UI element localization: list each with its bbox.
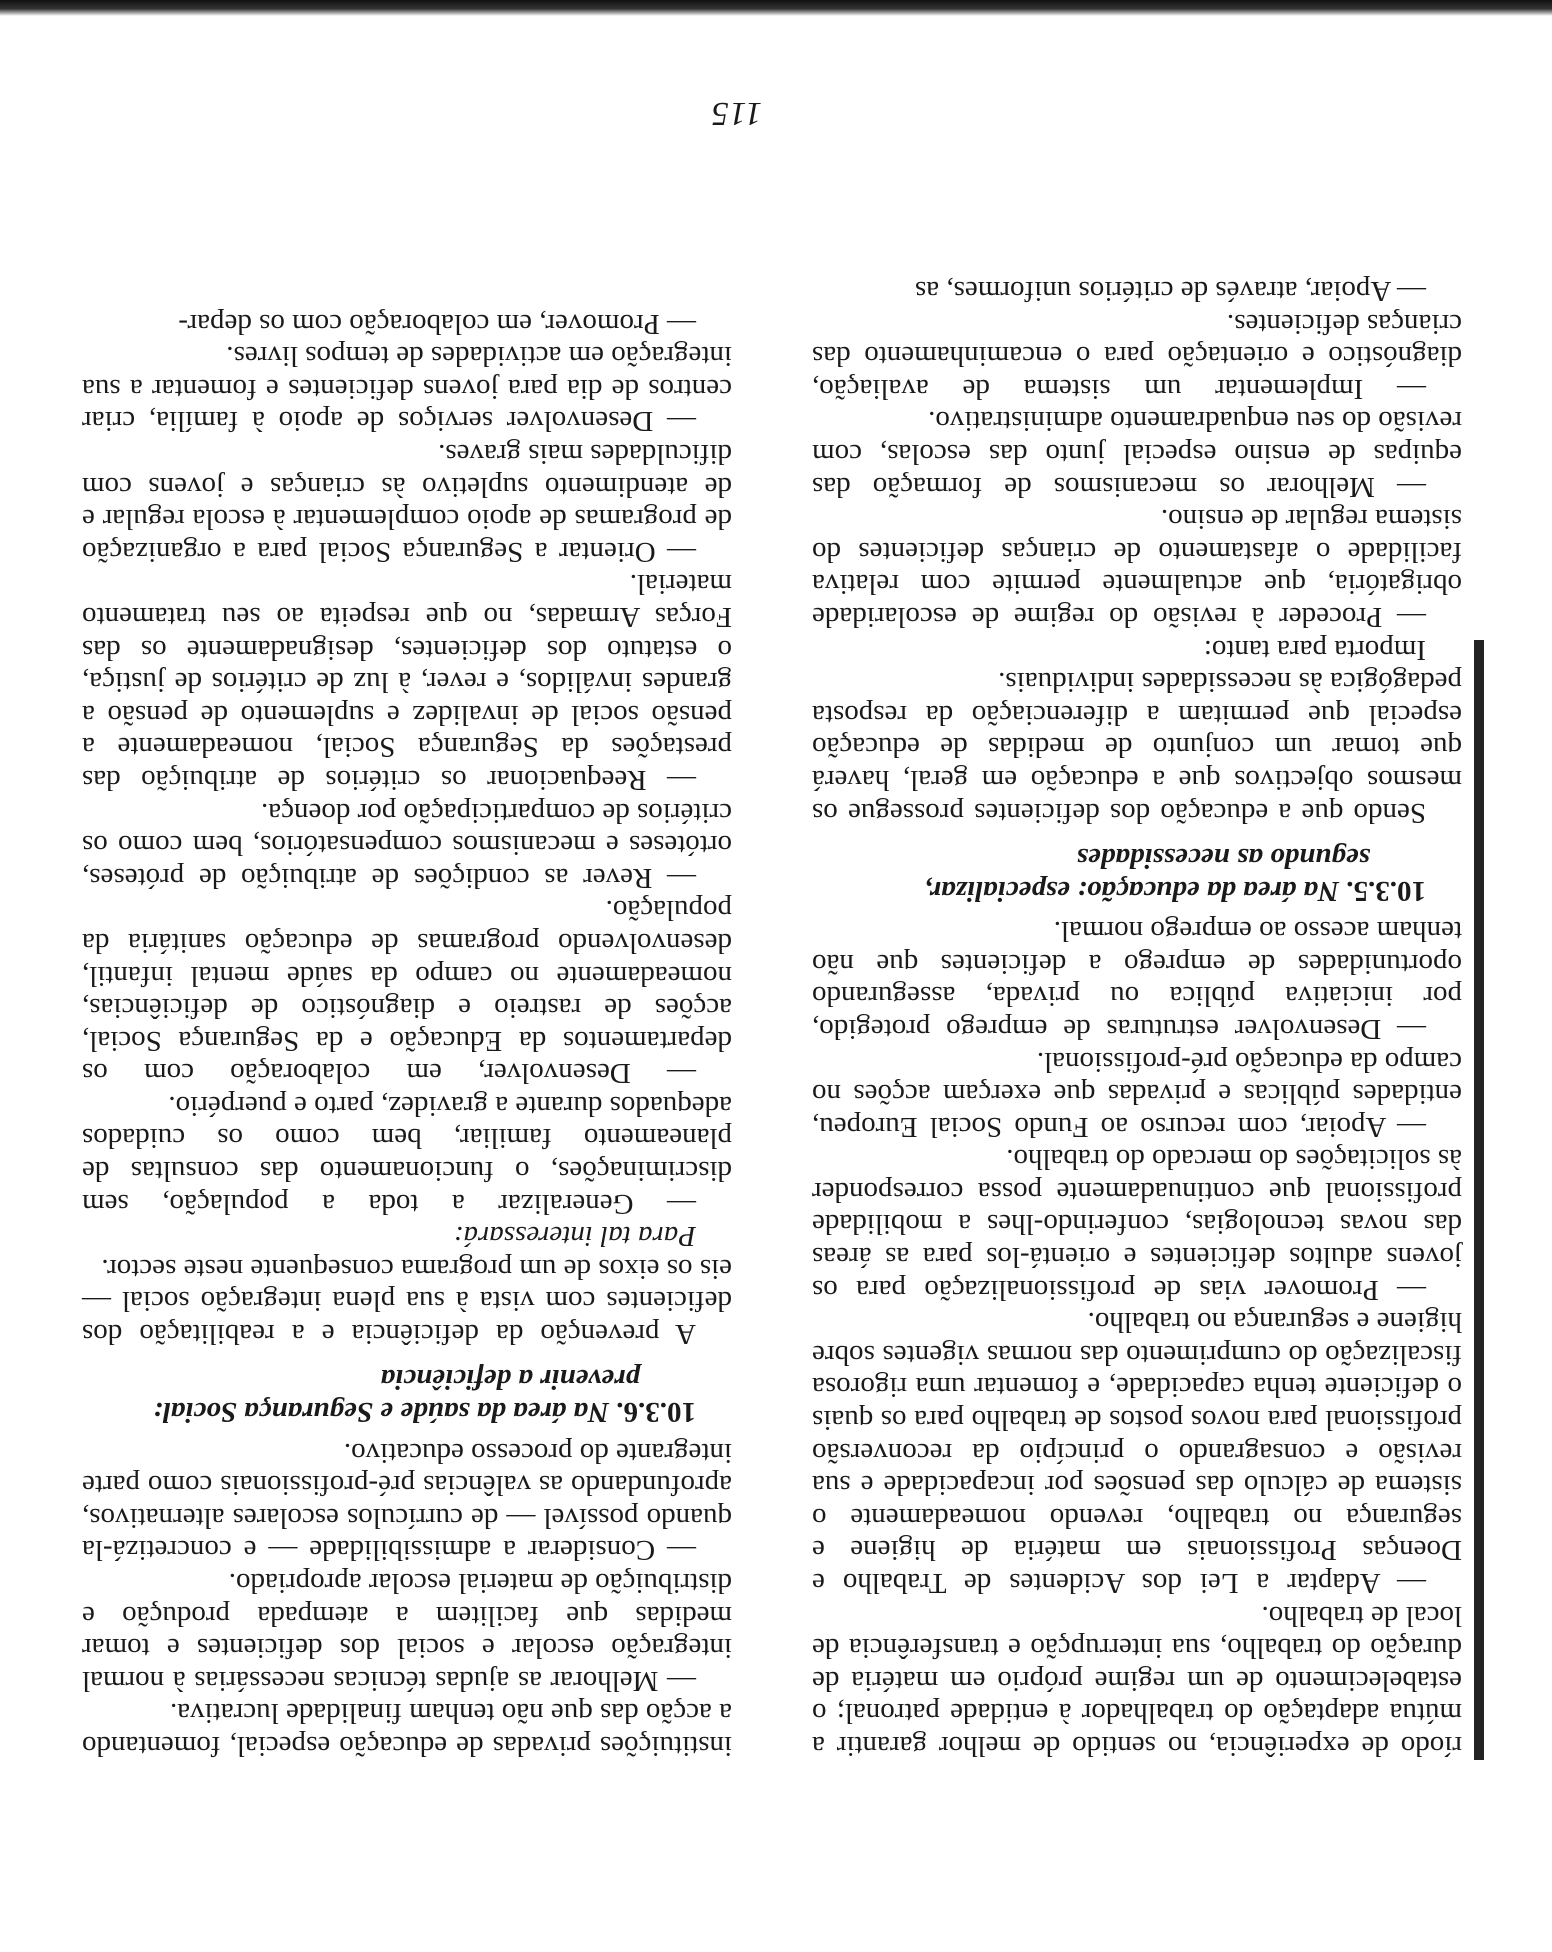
section-heading-10-3-5 <box>812 841 1462 907</box>
paragraph: instituições privadas de educação especial, fomentando a acção das que não tenham finalidade lucrativa. <box>82 1697 732 1762</box>
paragraph: — Orientar a Segurança Social para a organização de programas de apoio complementar à escola regular e de atendimento supletivo às crianças e jovens com dificuldades mais graves. <box>82 438 732 568</box>
paragraph: — Rever as condições de atribuição de próteses, ortóteses e mecanismos compensatórios, bem como os critérios de comparticipação por doença. <box>82 796 732 894</box>
section-subtitle: prevenir a deficiência <box>380 1363 640 1396</box>
paragraph: — Implementar um sistema de avaliação, diagnóstico e orientação para o encaminhamento das crianças deficientes. <box>812 307 1462 405</box>
left-column <box>812 274 1462 1762</box>
paragraph: — Adaptar a Lei dos Acidentes de Trabalho e Doenças Profissionais em matéria de higiene e segurança no trabalho, revendo nomeadamente o sistema de cálculo das pensões por incapacidade e sua revisão e consagrando o princípio da reconversão profissional para novos postos de trabalho para os quais o deficiente tenha capacidade, e fomentar uma rigorosa fiscalização do cumprimento das normas vigentes sobre higiene e segurança no trabalho. <box>812 1306 1462 1600</box>
paragraph: — Melhorar as ajudas técnicas necessárias à normal integração escolar e social dos deficientes e tomar medidas que facilitem a atempada produção e distribuição de material escolar apropriado. <box>82 1567 732 1697</box>
paragraph: Importa para tanto: <box>1203 633 1426 666</box>
paragraph: — Apoiar, com recurso ao Fundo Social Europeu, entidades públicas e privadas que exerçam acções no campo da educação pré-profissional. <box>812 1045 1462 1143</box>
paragraph: Para tal interessará: <box>453 1220 696 1253</box>
paragraph: — Considerar a admissibilidade — e concretizá-la quando possível — de currículos escolares alternativos, aprofundando as valências pré-profissionais como parte integrante do processo educativo. <box>82 1436 732 1567</box>
section-title: Na área da saúde e Segurança Social: <box>153 1396 609 1429</box>
section-title: Na área da educação: especializar, <box>924 874 1339 907</box>
paragraph: — Desenvolver serviços de apoio à família, criar centros de dia para jovens deficientes e fomentar a sua integração em actividades de tempos livres. <box>82 340 732 438</box>
paragraph: — Apoiar, através de critérios uniformes, as <box>914 275 1426 308</box>
paragraph: — Desenvolver, em colaboração com os departamentos da Educação e da Segurança Social, acções de rastreio e diagnóstico de deficiências, nomeadamente no campo da saúde mental infantil, desenvolvendo programas de educação sanitária da população. <box>82 894 732 1090</box>
paragraph: — Generalizar a toda a população, sem discriminações, o funcionamento das consultas de planeamento familiar, bem como os cuidados adequados durante a gravidez, parto e puerpério. <box>82 1089 732 1220</box>
paragraph: A prevenção da deficiência e a reabilitação dos deficientes com vista à sua plena integração social — eis os eixos de um programa consequente neste sector. <box>82 1252 732 1351</box>
section-number: 10.3.5. <box>1346 874 1426 907</box>
paragraph: — Proceder à revisão do regime de escolaridade obrigatória, que actualmente permite com relativa facilidade o afastamento de crianças deficientes do sistema regular de ensino. <box>812 503 1462 633</box>
page-number: 115 <box>710 95 762 132</box>
paragraph: — Desenvolver estruturas de emprego protegido, por iniciativa pública ou privada, assegurando oportunidades de emprego a deficientes que não tenham acesso ao emprego normal. <box>812 915 1462 1045</box>
section-subtitle: segundo as necessidades <box>1076 841 1370 874</box>
right-column <box>82 307 732 1762</box>
paragraph: — Promover vias de profissionalização para os jovens adultos deficientes e orientá-los para as áreas das novas tecnologias, conferindo-lhes a mobilidade profissional que continuadamente possa corresponder às solicitações do mercado do trabalho. <box>812 1143 1462 1306</box>
paragraph: — Promover, em colaboração com os depar- <box>178 307 696 340</box>
section-heading-10-3-6 <box>82 1362 732 1428</box>
paragraph: Sendo que a educação dos deficientes prossegue os mesmos objectivos que a educação em geral, haverá que tomar um conjunto de medidas de educação especial que permitam a diferenciação da resposta pedagógica às necessidades individuais. <box>812 666 1462 829</box>
paragraph: ríodo de experiência, no sentido de melhor garantir a mútua adaptação do trabalhador à entidade patronal; o estabelecimento de um regime próprio em matéria de duração do trabalho, sua interrupção e transferência de local de trabalho. <box>812 1599 1462 1762</box>
paragraph: — Melhorar os mecanismos de formação das equipas de ensino especial junto das escolas, com revisão do seu enquadramento administrativo. <box>812 405 1462 503</box>
section-number: 10.3.6. <box>616 1396 696 1429</box>
paragraph: — Reequacionar os critérios de atribuição das prestações da Segurança Social, nomeadamente a pensão social de invalidez e suplemento de pensão a grandes inválidos, e rever, à luz de critérios de justiça, o estatuto dos deficientes, designadamente os das Forças Armadas, no que respeita ao seu tratamento material. <box>82 568 732 796</box>
